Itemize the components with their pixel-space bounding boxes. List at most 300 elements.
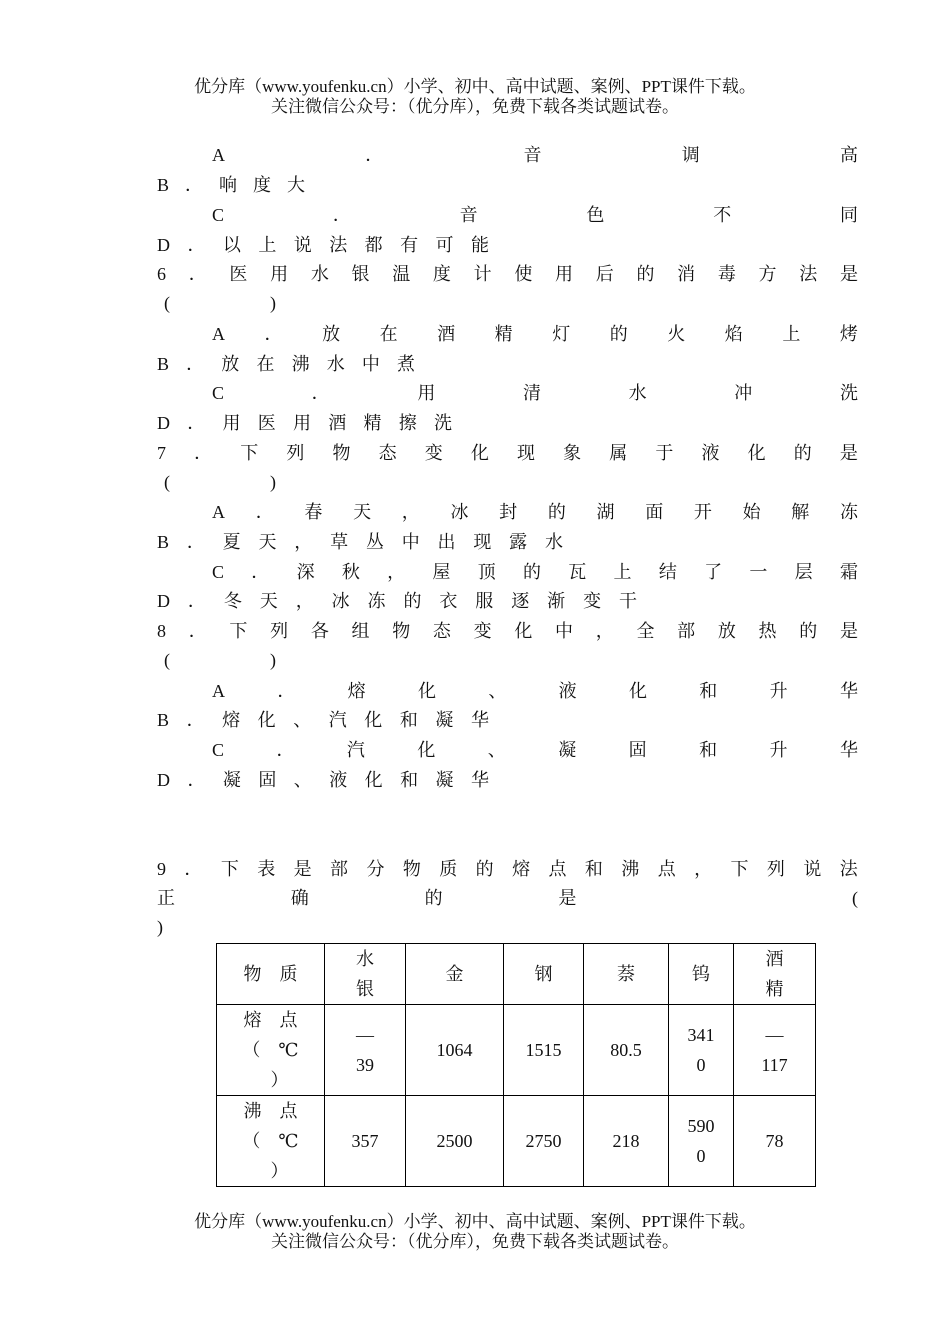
header-line-2: 关注微信公众号：（优分库），免费下载各类试题试卷。 bbox=[271, 97, 679, 116]
char: 出 bbox=[437, 532, 456, 552]
text-line bbox=[212, 735, 858, 765]
char: 分 bbox=[366, 859, 385, 879]
char: 深 bbox=[296, 562, 315, 582]
char: 了 bbox=[704, 562, 723, 582]
char: 的 bbox=[609, 324, 628, 344]
char: 水 bbox=[326, 354, 345, 374]
char: 水 bbox=[628, 383, 647, 403]
text-line bbox=[157, 170, 305, 200]
char: 使 bbox=[514, 264, 533, 284]
char: 、 bbox=[293, 770, 312, 790]
char: 天 bbox=[353, 502, 372, 522]
char: 凝 bbox=[558, 740, 577, 760]
char: 用 bbox=[417, 383, 436, 403]
text-line bbox=[157, 883, 858, 913]
char: 态 bbox=[378, 443, 397, 463]
char: ． bbox=[186, 354, 205, 374]
char: 放 bbox=[717, 621, 736, 641]
char: 汽 bbox=[346, 740, 365, 760]
page-header bbox=[0, 77, 950, 117]
char: 酒 bbox=[328, 413, 347, 433]
table-cell: 78 bbox=[734, 1096, 816, 1187]
char: ． bbox=[276, 740, 295, 760]
char: 用 bbox=[270, 264, 289, 284]
table-cell: — 117 bbox=[734, 1005, 816, 1096]
char: ． bbox=[186, 710, 205, 730]
table-cell: 357 bbox=[325, 1096, 406, 1187]
footer-line-2: 关注微信公众号：（优分库），免费下载各类试题试卷。 bbox=[271, 1232, 679, 1251]
char: 计 bbox=[473, 264, 492, 284]
char: 的 bbox=[424, 888, 443, 908]
char: 液 bbox=[329, 770, 348, 790]
char: 表 bbox=[257, 859, 276, 879]
text-line bbox=[212, 676, 858, 706]
char: 医 bbox=[229, 264, 248, 284]
char: 凝 bbox=[435, 710, 454, 730]
char: 化 bbox=[417, 740, 436, 760]
text-line bbox=[212, 319, 858, 349]
char: 能 bbox=[470, 235, 489, 255]
char: ． bbox=[251, 562, 270, 582]
text-line bbox=[164, 467, 276, 497]
table-cell: 水 银 bbox=[325, 944, 406, 1005]
char: B bbox=[157, 710, 170, 730]
char: 开 bbox=[693, 502, 712, 522]
char: ， bbox=[694, 859, 713, 879]
char: 、 bbox=[488, 681, 507, 701]
text-line bbox=[212, 140, 858, 170]
char: 擦 bbox=[398, 413, 417, 433]
char: 方 bbox=[758, 264, 777, 284]
table-cell: 萘 bbox=[584, 944, 669, 1005]
text-line bbox=[164, 288, 276, 318]
char: 顶 bbox=[477, 562, 496, 582]
char: D bbox=[157, 770, 170, 790]
char: 是 bbox=[558, 888, 577, 908]
char: 下 bbox=[220, 859, 239, 879]
char: 下 bbox=[229, 621, 248, 641]
char: 天 bbox=[258, 532, 277, 552]
char: 质 bbox=[439, 859, 458, 879]
char: 清 bbox=[522, 383, 541, 403]
char: 变 bbox=[424, 443, 443, 463]
char: 的 bbox=[547, 502, 566, 522]
char: 上 bbox=[613, 562, 632, 582]
text-line bbox=[157, 854, 858, 884]
char: 法 bbox=[839, 859, 858, 879]
char: 9 bbox=[157, 859, 166, 879]
char: B bbox=[157, 354, 170, 374]
text-line bbox=[212, 497, 858, 527]
char: 6 bbox=[157, 264, 166, 284]
char: 夏 bbox=[222, 532, 241, 552]
table-header-row bbox=[217, 944, 816, 1005]
char: 冬 bbox=[223, 591, 242, 611]
char: 说 bbox=[293, 235, 312, 255]
char: 屋 bbox=[432, 562, 451, 582]
char: 下 bbox=[240, 443, 259, 463]
char: B bbox=[157, 532, 170, 552]
char: 可 bbox=[435, 235, 454, 255]
char: 下 bbox=[730, 859, 749, 879]
char: 结 bbox=[658, 562, 677, 582]
char: 点 bbox=[548, 859, 567, 879]
text-line bbox=[157, 230, 489, 260]
char: 化 bbox=[514, 621, 533, 641]
char: 一 bbox=[749, 562, 768, 582]
char: 7 bbox=[157, 443, 166, 463]
char: 都 bbox=[364, 235, 383, 255]
char: D bbox=[157, 413, 170, 433]
char: ． bbox=[255, 502, 274, 522]
char: ( bbox=[164, 650, 170, 670]
char: 度 bbox=[252, 175, 271, 195]
char: 湖 bbox=[596, 502, 615, 522]
char: 是 bbox=[293, 859, 312, 879]
table-cell: 1515 bbox=[504, 1005, 584, 1096]
char: 沸 bbox=[621, 859, 640, 879]
char: ． bbox=[194, 443, 213, 463]
char: 华 bbox=[839, 740, 858, 760]
char: 有 bbox=[400, 235, 419, 255]
char: C bbox=[212, 740, 225, 760]
char: 化 bbox=[257, 710, 276, 730]
char: 凝 bbox=[435, 770, 454, 790]
char: D bbox=[157, 235, 170, 255]
char: 热 bbox=[758, 621, 777, 641]
char: ． bbox=[187, 591, 206, 611]
char: 化 bbox=[364, 770, 383, 790]
answer-blank bbox=[198, 645, 242, 675]
char: C bbox=[212, 383, 225, 403]
table-cell: 金 bbox=[406, 944, 504, 1005]
char: 水 bbox=[310, 264, 329, 284]
char: 化 bbox=[747, 443, 766, 463]
char: ( bbox=[164, 293, 170, 313]
char: ． bbox=[264, 324, 283, 344]
text-line bbox=[157, 527, 563, 557]
char: 火 bbox=[667, 324, 686, 344]
table-cell: 1064 bbox=[406, 1005, 504, 1096]
char: ． bbox=[186, 532, 205, 552]
text-line bbox=[157, 438, 858, 468]
char: 熔 bbox=[347, 681, 366, 701]
char: 部 bbox=[677, 621, 696, 641]
char: 和 bbox=[400, 770, 419, 790]
char: 、 bbox=[293, 710, 312, 730]
char: 霜 bbox=[839, 562, 858, 582]
char: 化 bbox=[470, 443, 489, 463]
header-line-1: 优分库（www.youfenku.cn）小学、初中、高中试题、案例、PPT课件下载。 bbox=[194, 77, 756, 96]
text-line bbox=[212, 200, 858, 230]
text-line bbox=[212, 557, 858, 587]
char: 的 bbox=[636, 264, 655, 284]
char: ， bbox=[595, 621, 614, 641]
char: 中 bbox=[401, 532, 420, 552]
footer-line-1: 优分库（www.youfenku.cn）小学、初中、高中试题、案例、PPT课件下载。 bbox=[194, 1212, 756, 1231]
char: 面 bbox=[645, 502, 664, 522]
char: ． bbox=[187, 413, 206, 433]
char: 音 bbox=[459, 205, 478, 225]
char: 组 bbox=[351, 621, 370, 641]
char: 的 bbox=[475, 859, 494, 879]
char: 8 bbox=[157, 621, 166, 641]
char: 法 bbox=[799, 264, 818, 284]
char: 后 bbox=[595, 264, 614, 284]
char: 衣 bbox=[439, 591, 458, 611]
char: 化 bbox=[417, 681, 436, 701]
char: ) bbox=[270, 293, 276, 313]
text-line bbox=[157, 408, 452, 438]
table-cell: 590 0 bbox=[669, 1096, 734, 1187]
char: 、 bbox=[487, 740, 506, 760]
char: 态 bbox=[432, 621, 451, 641]
char: 的 bbox=[522, 562, 541, 582]
char: 银 bbox=[351, 264, 370, 284]
text-line bbox=[157, 259, 858, 289]
char: C bbox=[212, 205, 225, 225]
char: 服 bbox=[475, 591, 494, 611]
char: 高 bbox=[840, 145, 858, 165]
char: 变 bbox=[473, 621, 492, 641]
char: 干 bbox=[618, 591, 637, 611]
char: 始 bbox=[742, 502, 761, 522]
char: ． bbox=[188, 621, 207, 641]
char: 洗 bbox=[839, 383, 858, 403]
char: 消 bbox=[677, 264, 696, 284]
char: 层 bbox=[794, 562, 813, 582]
char: 冰 bbox=[331, 591, 350, 611]
table-cell: 341 0 bbox=[669, 1005, 734, 1096]
char: 用 bbox=[293, 413, 311, 433]
char: 烤 bbox=[839, 324, 858, 344]
char: 音 bbox=[523, 145, 542, 165]
char: 华 bbox=[470, 710, 489, 730]
char: ． bbox=[365, 145, 384, 165]
char: A bbox=[212, 145, 225, 165]
char: 焰 bbox=[724, 324, 743, 344]
answer-blank bbox=[692, 883, 736, 913]
char: 的 bbox=[403, 591, 422, 611]
text-line bbox=[164, 645, 276, 675]
char: 凝 bbox=[222, 770, 241, 790]
page-footer bbox=[0, 1212, 950, 1252]
char: 属 bbox=[609, 443, 628, 463]
char: 的 bbox=[799, 621, 818, 641]
char: 熔 bbox=[512, 859, 531, 879]
char: 放 bbox=[221, 354, 240, 374]
char: 瓦 bbox=[568, 562, 587, 582]
table-cell: 218 bbox=[584, 1096, 669, 1187]
char: 正 bbox=[157, 888, 175, 908]
char: 列 bbox=[270, 621, 289, 641]
char: B bbox=[157, 175, 170, 195]
char: 春 bbox=[304, 502, 323, 522]
table-cell: 钨 bbox=[669, 944, 734, 1005]
table-cell: 物 质 bbox=[217, 944, 325, 1005]
answer-blank bbox=[198, 467, 242, 497]
char: 在 bbox=[256, 354, 275, 374]
char: 以 bbox=[222, 235, 241, 255]
char: 丛 bbox=[365, 532, 384, 552]
char: 解 bbox=[791, 502, 810, 522]
char: 现 bbox=[517, 443, 535, 463]
char: D bbox=[157, 591, 170, 611]
table-cell: 钢 bbox=[504, 944, 584, 1005]
char: 点 bbox=[657, 859, 676, 879]
char: 煮 bbox=[397, 354, 415, 374]
char: 和 bbox=[399, 710, 418, 730]
char: 液 bbox=[701, 443, 720, 463]
char: 天 bbox=[259, 591, 278, 611]
char: 秋 bbox=[341, 562, 360, 582]
answer-blank bbox=[198, 288, 242, 318]
table-row bbox=[217, 1096, 816, 1187]
table-cell: 酒 精 bbox=[734, 944, 816, 1005]
char: ) bbox=[270, 650, 276, 670]
char: 是 bbox=[839, 443, 858, 463]
char: 上 bbox=[258, 235, 277, 255]
text-line bbox=[157, 765, 489, 795]
char: ． bbox=[185, 175, 203, 195]
char: 华 bbox=[839, 681, 858, 701]
char: 用 bbox=[555, 264, 574, 284]
char: 毒 bbox=[717, 264, 736, 284]
char: 洗 bbox=[434, 413, 452, 433]
melting-boiling-table bbox=[216, 943, 816, 1187]
char: 象 bbox=[563, 443, 582, 463]
char: 冻 bbox=[367, 591, 386, 611]
char: 沸 bbox=[291, 354, 310, 374]
char: 全 bbox=[636, 621, 655, 641]
char: 和 bbox=[584, 859, 603, 879]
char: A bbox=[212, 324, 225, 344]
char: 上 bbox=[782, 324, 801, 344]
char: 温 bbox=[392, 264, 411, 284]
char: 精 bbox=[494, 324, 513, 344]
table-cell: 2750 bbox=[504, 1096, 584, 1187]
char: 大 bbox=[286, 175, 305, 195]
char: ． bbox=[187, 235, 206, 255]
char: 列 bbox=[286, 443, 305, 463]
table-cell: 80.5 bbox=[584, 1005, 669, 1096]
text-line bbox=[212, 378, 858, 408]
char: 中 bbox=[555, 621, 574, 641]
char: 冲 bbox=[734, 383, 753, 403]
char: ( bbox=[851, 888, 858, 908]
char: 确 bbox=[290, 888, 309, 908]
char: ( bbox=[164, 472, 170, 492]
char: 化 bbox=[628, 681, 647, 701]
char: 各 bbox=[310, 621, 329, 641]
char: 汽 bbox=[328, 710, 347, 730]
char: ． bbox=[184, 859, 203, 879]
char: 度 bbox=[432, 264, 451, 284]
char: 和 bbox=[699, 681, 718, 701]
char: 是 bbox=[839, 264, 858, 284]
char: 华 bbox=[470, 770, 489, 790]
text-line bbox=[157, 586, 637, 616]
char: 渐 bbox=[547, 591, 566, 611]
char: 部 bbox=[330, 859, 349, 879]
char: 在 bbox=[379, 324, 398, 344]
char: 冻 bbox=[839, 502, 858, 522]
char: 的 bbox=[793, 443, 812, 463]
char: ． bbox=[277, 681, 296, 701]
char: 物 bbox=[392, 621, 411, 641]
char: 封 bbox=[499, 502, 518, 522]
char: 灯 bbox=[552, 324, 571, 344]
char: 化 bbox=[364, 710, 383, 730]
text-line bbox=[157, 705, 489, 735]
char: 医 bbox=[257, 413, 276, 433]
char: 说 bbox=[803, 859, 822, 879]
char: 精 bbox=[363, 413, 382, 433]
char: ， bbox=[401, 502, 420, 522]
char: ． bbox=[188, 264, 207, 284]
char: ， bbox=[295, 591, 314, 611]
char: 列 bbox=[766, 859, 785, 879]
char: 升 bbox=[769, 740, 788, 760]
table-row bbox=[217, 1005, 816, 1096]
char: A bbox=[212, 502, 225, 522]
char: 调 bbox=[681, 145, 700, 165]
char: 水 bbox=[544, 532, 563, 552]
char: A bbox=[212, 681, 225, 701]
char: 不 bbox=[713, 205, 732, 225]
char: ) bbox=[270, 472, 276, 492]
char: 响 bbox=[218, 175, 237, 195]
char: ． bbox=[332, 205, 351, 225]
char: 露 bbox=[509, 532, 528, 552]
char: 物 bbox=[332, 443, 351, 463]
table-cell: 2500 bbox=[406, 1096, 504, 1187]
char: 液 bbox=[558, 681, 577, 701]
char: ． bbox=[311, 383, 330, 403]
char: 于 bbox=[655, 443, 674, 463]
text-line bbox=[157, 349, 415, 379]
char: 和 bbox=[699, 740, 718, 760]
text-line bbox=[157, 912, 170, 942]
char: 熔 bbox=[222, 710, 241, 730]
char: 现 bbox=[473, 532, 492, 552]
char: 固 bbox=[258, 770, 277, 790]
char: 酒 bbox=[437, 324, 456, 344]
char: ) bbox=[157, 917, 163, 937]
char: 同 bbox=[840, 205, 858, 225]
char: 升 bbox=[769, 681, 788, 701]
char: ， bbox=[387, 562, 406, 582]
char: 固 bbox=[628, 740, 647, 760]
table-cell: — 39 bbox=[325, 1005, 406, 1096]
table-cell: 熔 点 （ ℃ ） bbox=[217, 1005, 325, 1096]
char: 放 bbox=[322, 324, 341, 344]
char: 中 bbox=[361, 354, 380, 374]
char: 冰 bbox=[450, 502, 469, 522]
char: 色 bbox=[586, 205, 605, 225]
char: 草 bbox=[330, 532, 349, 552]
char: ， bbox=[294, 532, 313, 552]
text-line bbox=[157, 616, 858, 646]
char: 物 bbox=[402, 859, 421, 879]
char: 逐 bbox=[511, 591, 530, 611]
char: 是 bbox=[839, 621, 858, 641]
char: 用 bbox=[222, 413, 241, 433]
char: ． bbox=[187, 770, 206, 790]
table-cell: 沸 点 （ ℃ ） bbox=[217, 1096, 325, 1187]
char: C bbox=[212, 562, 225, 582]
char: 变 bbox=[583, 591, 602, 611]
